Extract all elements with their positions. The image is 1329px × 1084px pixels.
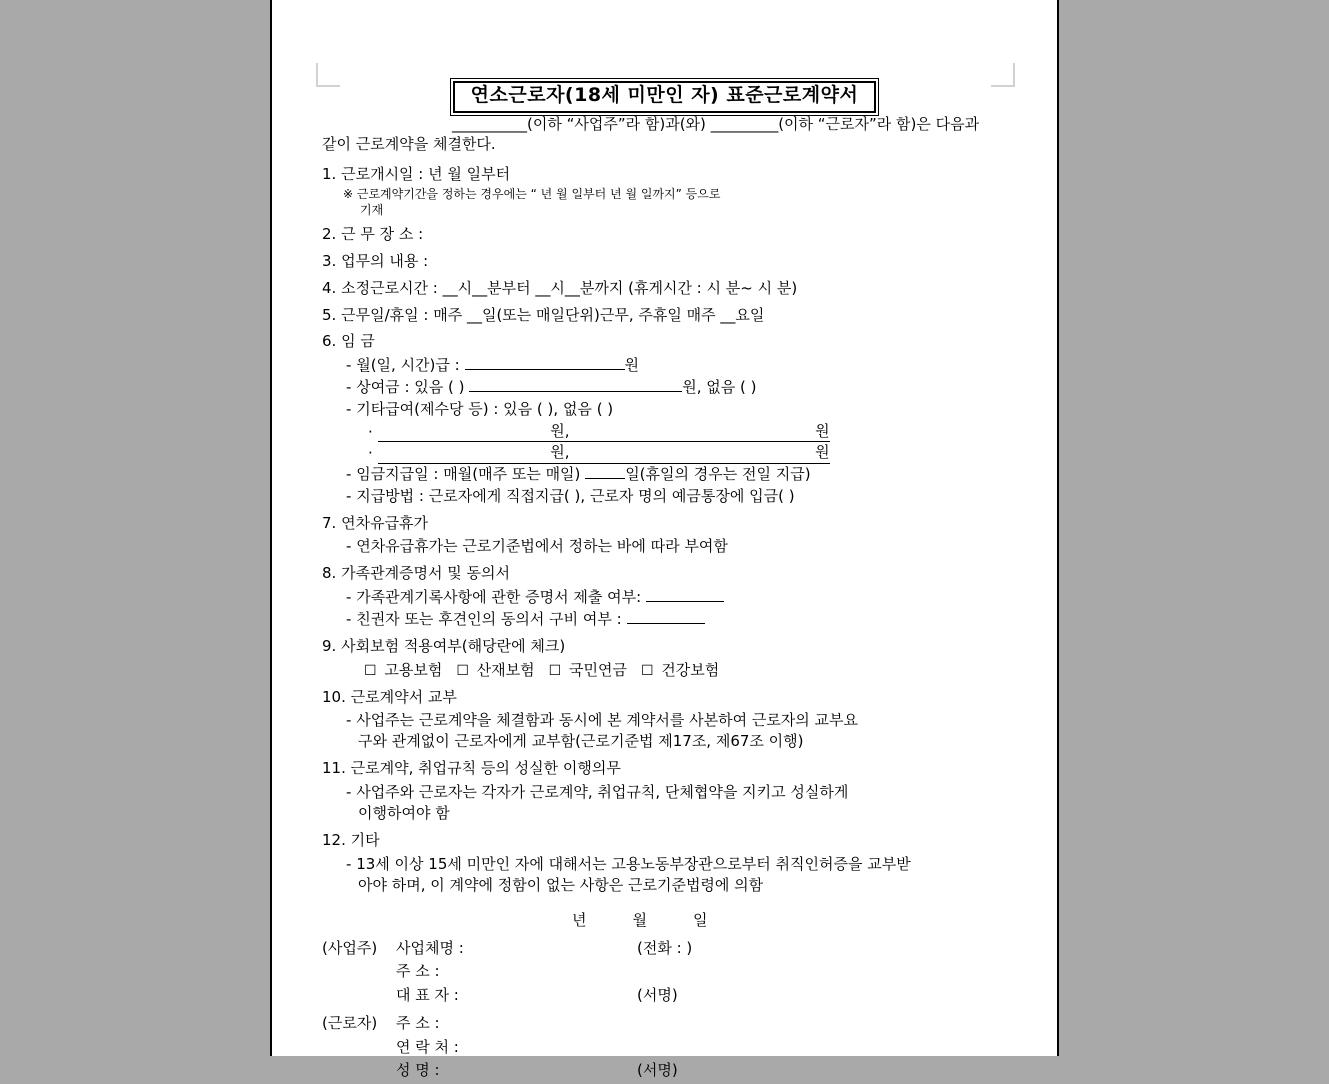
- item-8-sub-1: [322, 587, 1022, 608]
- item-2-number: 2.: [322, 225, 337, 244]
- item-9-label: 사회보험 적용여부(해당란에 체크): [341, 637, 566, 656]
- item-6-sub-3-text: 기타급여(제수당 등) : 있음 ( ), 없음 ( ): [356, 400, 614, 419]
- allowance-left-blank-2: 원,: [378, 442, 570, 463]
- item-5-label: 근무일/휴일 :: [341, 305, 429, 324]
- employer-business-name-row: [322, 938, 1022, 960]
- item-6-sub-1-dash: -: [346, 356, 352, 375]
- checkbox-health-insurance[interactable]: ☐: [640, 662, 654, 679]
- worker-signature-mark: (서명): [637, 1061, 678, 1080]
- item-8-sub-2-dash: -: [346, 610, 352, 629]
- item-12-sub-1-dash: -: [346, 854, 352, 873]
- item-1-note: [322, 187, 1022, 218]
- worker-party-label: (근로자): [322, 1013, 378, 1032]
- bonus-amount-blank: [469, 391, 682, 392]
- item-9: [322, 636, 1022, 658]
- allowance-dot-2: ·: [368, 444, 373, 463]
- item-11-number: 11.: [322, 759, 346, 778]
- item-12-sub-1: [322, 854, 1022, 896]
- title-container: [272, 78, 1057, 116]
- checkbox-industrial-accident-insurance[interactable]: ☐: [456, 662, 469, 679]
- item-6: [322, 331, 1022, 353]
- allowance-dot-1: ·: [368, 423, 373, 442]
- employer-business-name-label: 사업체명 :: [396, 938, 464, 957]
- intro-paragraph: [322, 114, 1022, 155]
- item-6-sub-3-dash: -: [346, 400, 352, 419]
- item-10: [322, 687, 1022, 709]
- item-3-label: 업무의 내용 :: [341, 252, 429, 271]
- payday-blank: [585, 478, 625, 479]
- item-6-sub-1-suffix: 원: [624, 356, 639, 375]
- monthly-wage-blank: [465, 369, 625, 370]
- item-10-sub-1-text: 사업주는 근로계약을 체결함과 동시에 본 계약서를 사본하여 근로자의 교부요: [356, 711, 859, 730]
- item-12-sub-1-text: 13세 이상 15세 미만인 자에 대해서는 고용노동부장관으로부터 취직인허증을 교부받: [356, 854, 911, 873]
- item-8-sub-1-dash: -: [346, 588, 352, 607]
- intro-worker-text: (이하 “근로자”라 함)은 다음과: [778, 115, 980, 133]
- item-6-allowance-row-2: [322, 442, 1022, 463]
- item-1-number: 1.: [322, 164, 337, 183]
- employer-signature-mark: (서명): [637, 986, 678, 1005]
- item-9-number: 9.: [322, 637, 337, 656]
- item-6-sub-4: [322, 464, 1022, 485]
- item-11-sub-1-dash: -: [346, 783, 352, 802]
- item-11-label: 근로계약, 취업규칙 등의 성실한 이행의무: [350, 759, 621, 778]
- item-7-number: 7.: [322, 513, 337, 532]
- item-2-label: 근 무 장 소 :: [341, 225, 424, 244]
- item-6-sub-2-suffix: 원, 없음 ( ): [682, 378, 757, 397]
- item-6-sub-5: [322, 486, 1022, 507]
- signature-date-line: [322, 910, 1022, 932]
- item-11-sub-1-cont: 이행하여야 함: [358, 804, 450, 823]
- checkbox-label-national-pension: 국민연금: [568, 660, 627, 679]
- worker-address-label: 주 소 :: [396, 1013, 440, 1032]
- document-content: [272, 0, 1057, 1080]
- item-6-sub-2-text: 상여금 : 있음 ( ): [356, 378, 465, 397]
- item-5: [322, 305, 1022, 327]
- item-6-sub-5-dash: -: [346, 486, 352, 505]
- employer-party-label: (사업주): [322, 938, 378, 957]
- item-6-sub-4-text: 임금지급일 : 매월(매주 또는 매일): [356, 464, 581, 483]
- item-1-note-text: ※ 근로계약기간을 정하는 경우에는 “ 년 월 일부터 년 월 일까지” 등으로: [343, 187, 721, 202]
- item-1-label: 근로개시일 :: [341, 164, 424, 183]
- item-6-label: 임 금: [341, 332, 375, 351]
- item-7: [322, 513, 1022, 535]
- item-4: [322, 278, 1022, 300]
- intro-line2: 같이 근로계약을 체결한다.: [322, 135, 496, 154]
- checkbox-label-health-insurance: 건강보험: [661, 660, 720, 679]
- item-6-sub-5-text: 지급방법 : 근로자에게 직접지급( ), 근로자 명의 예금통장에 입금( ): [356, 486, 795, 505]
- item-12-number: 12.: [322, 831, 346, 850]
- item-7-sub-1: [322, 536, 1022, 557]
- allowance-right-blank-1: 원: [570, 421, 830, 442]
- item-4-value: __시__분부터 __시__분까지 (휴게시간 : 시 분~ 시 분): [442, 278, 798, 297]
- item-6-sub-1-text: 월(일, 시간)급 :: [356, 356, 460, 375]
- item-1-note-cont: 기재: [360, 202, 384, 217]
- item-7-label: 연차유급휴가: [341, 513, 429, 532]
- worker-name-row: [322, 1060, 1022, 1082]
- date-day: 일: [693, 910, 708, 929]
- item-8-label: 가족관계증명서 및 동의서: [341, 564, 511, 583]
- item-11-sub-1: [322, 782, 1022, 824]
- item-8-sub-1-text: 가족관계기록사항에 관한 증명서 제출 여부:: [356, 588, 642, 607]
- title-outer-border: [450, 78, 880, 116]
- item-5-value: 매주 __일(또는 매일단위)근무, 주휴일 매주 __요일: [433, 305, 765, 324]
- item-10-sub-1-dash: -: [346, 711, 352, 730]
- date-month: 월: [632, 910, 647, 929]
- allowance-left-blank-1: 원,: [378, 421, 570, 442]
- item-11-sub-1-text: 사업주와 근로자는 각자가 근로계약, 취업규칙, 단체협약을 지키고 성실하게: [356, 783, 849, 802]
- item-12-sub-1-cont: 아야 하며, 이 계약에 정함이 없는 사항은 근로기준법령에 의함: [358, 875, 764, 894]
- allowance-right-blank-2: 원: [570, 442, 830, 463]
- item-10-label: 근로계약서 교부: [350, 687, 457, 706]
- item-3: [322, 251, 1022, 273]
- item-6-sub-2: [322, 377, 1022, 398]
- item-8-number: 8.: [322, 564, 337, 583]
- title-inner-border: [453, 81, 877, 113]
- insurance-checkbox-row: [322, 660, 1022, 682]
- item-12-label: 기타: [350, 831, 380, 850]
- checkbox-national-pension[interactable]: ☐: [548, 662, 562, 679]
- item-4-label: 소정근로시간 :: [341, 278, 438, 297]
- item-11: [322, 758, 1022, 780]
- worker-name-label: 성 명 :: [396, 1061, 440, 1080]
- employer-representative-label: 대 표 자 :: [396, 986, 459, 1005]
- family-certificate-blank: [646, 601, 724, 602]
- item-1: [322, 164, 1022, 186]
- worker-blank: _________: [710, 115, 779, 133]
- item-6-sub-2-dash: -: [346, 378, 352, 397]
- item-4-number: 4.: [322, 278, 337, 297]
- document-page: [270, 0, 1059, 1080]
- item-8: [322, 563, 1022, 585]
- worker-contact-row: [322, 1037, 1022, 1059]
- employer-blank: __________: [452, 115, 527, 133]
- worker-address-row: [322, 1013, 1022, 1035]
- page-title: 연소근로자(18세 미만인 자) 표준근로계약서: [470, 84, 859, 106]
- item-10-sub-1-cont: 구와 관계없이 근로자에게 교부함(근로기준법 제17조, 제67조 이행): [358, 732, 804, 751]
- item-8-sub-2-text: 친권자 또는 후견인의 동의서 구비 여부 :: [356, 610, 622, 629]
- employer-phone-field: (전화 : ): [637, 938, 693, 957]
- item-10-number: 10.: [322, 687, 346, 706]
- item-12: [322, 830, 1022, 852]
- item-7-sub-1-dash: -: [346, 537, 352, 556]
- checkbox-label-employment-insurance: 고용보험: [384, 660, 443, 679]
- document-body: [322, 114, 1022, 1084]
- item-8-sub-2: [322, 609, 1022, 630]
- item-6-number: 6.: [322, 332, 337, 351]
- date-year: 년: [572, 910, 587, 929]
- item-7-sub-1-text: 연차유급휴가는 근로기준법에서 정하는 바에 따라 부여함: [356, 537, 728, 556]
- employer-representative-row: [322, 985, 1022, 1007]
- intro-employer-text: (이하 “사업주”라 함)과(와): [527, 115, 706, 133]
- employer-address-row: [322, 961, 1022, 983]
- item-6-sub-4-mid: 일(휴일의 경우는 전일 지급): [625, 464, 811, 483]
- worker-contact-label: 연 락 처 :: [396, 1037, 459, 1056]
- item-6-sub-4-dash: -: [346, 464, 352, 483]
- item-10-sub-1: [322, 710, 1022, 752]
- item-6-sub-1: [322, 355, 1022, 376]
- item-6-allowance-row-1: [322, 421, 1022, 442]
- item-5-number: 5.: [322, 305, 337, 324]
- signature-block: [322, 938, 1022, 1083]
- item-6-sub-3: [322, 399, 1022, 420]
- item-1-value: 년 월 일부터: [428, 164, 511, 183]
- checkbox-employment-insurance[interactable]: ☐: [364, 662, 377, 679]
- item-3-number: 3.: [322, 252, 337, 271]
- employer-address-label: 주 소 :: [396, 962, 440, 981]
- guardian-consent-blank: [627, 623, 705, 624]
- checkbox-label-industrial-accident-insurance: 산재보험: [476, 660, 535, 679]
- item-2: [322, 224, 1022, 246]
